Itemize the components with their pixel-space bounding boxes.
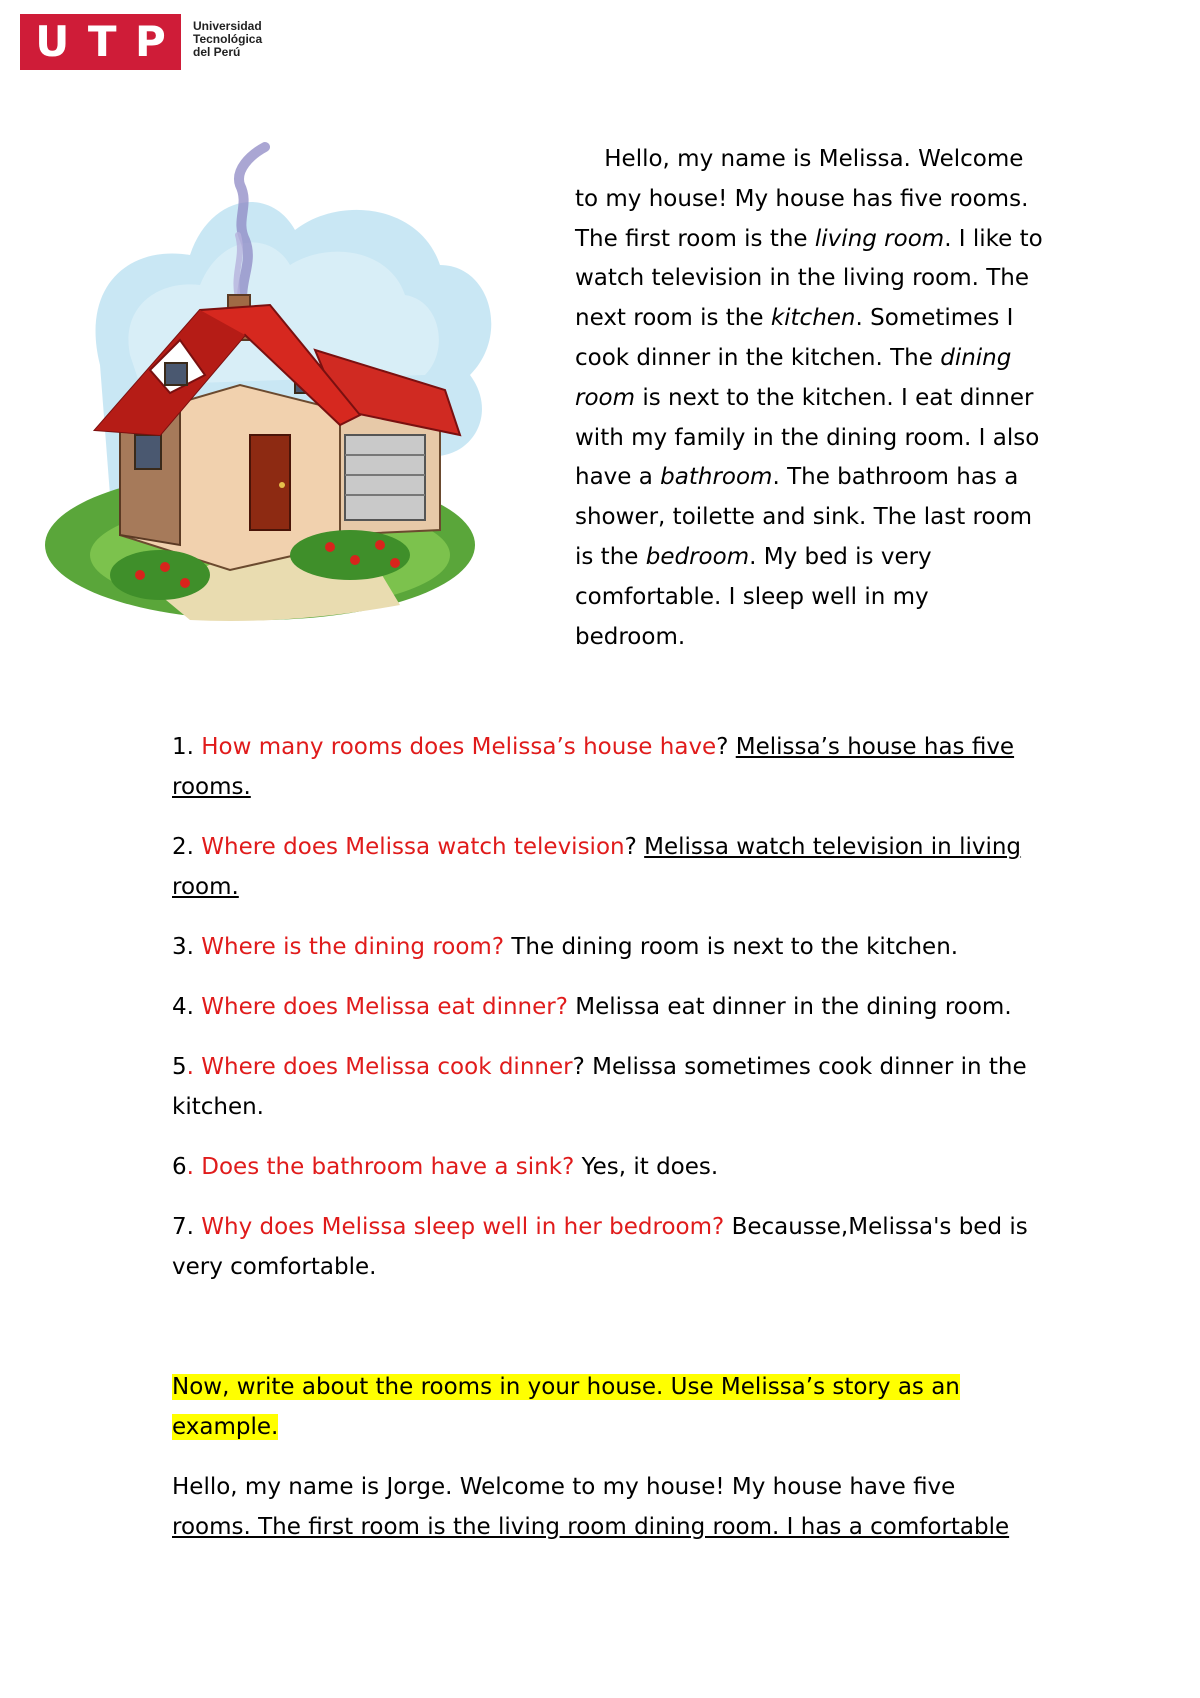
question-text: Where does Melissa watch television bbox=[201, 834, 625, 860]
student-answer-underlined: rooms. The first room is the living room dining room. I has a comfortable bbox=[172, 1513, 1010, 1540]
story-text-4: is next to the kitchen. I eat dinner with my family in the dining room. I also have a bbox=[575, 384, 1040, 491]
question-text: Where does Melissa eat dinner? bbox=[201, 994, 568, 1020]
question-number: 1. bbox=[172, 734, 202, 760]
question-number: 7. bbox=[172, 1214, 202, 1240]
question-4 bbox=[172, 988, 1052, 1028]
question-number: 6 bbox=[172, 1154, 187, 1180]
answer-text: Yes, it does. bbox=[581, 1154, 719, 1180]
question-text: Why does Melissa sleep well in her bedroom? bbox=[201, 1214, 725, 1240]
question-separator: ? bbox=[624, 834, 645, 860]
writing-prompt bbox=[172, 1368, 1052, 1447]
story-term-bedroom: bedroom bbox=[645, 543, 750, 570]
answer-text: Becausse,Melissa's bed is very comfortable. bbox=[172, 1214, 1028, 1280]
question-number: 4. bbox=[172, 994, 202, 1020]
answer-text: Melissa sometimes cook dinner in the kitchen. bbox=[172, 1054, 1027, 1120]
question-6 bbox=[172, 1148, 1052, 1188]
house-illustration bbox=[40, 135, 495, 635]
logo-wordmark bbox=[193, 20, 262, 59]
question-2 bbox=[172, 828, 1052, 907]
story-term-dining-room: dining room bbox=[575, 344, 1012, 411]
question-text: . Where does Melissa cook dinner bbox=[186, 1054, 573, 1080]
answer-text: Melissa watch television in living room. bbox=[172, 834, 1022, 900]
logo-letter-u: U bbox=[35, 17, 70, 66]
question-number: 5 bbox=[172, 1054, 187, 1080]
question-text: . Does the bathroom have a sink? bbox=[186, 1154, 575, 1180]
logo-letter-t: T bbox=[87, 17, 117, 66]
logo-line-2: Tecnológica bbox=[193, 32, 263, 46]
story-text-2: . I like to watch television in the living room. The next room is the bbox=[575, 225, 1043, 332]
question-separator bbox=[574, 1154, 581, 1180]
utp-logo-mark bbox=[20, 14, 181, 70]
writing-prompt-text: Now, write about the rooms in your house. Use Melissa’s story as an example. bbox=[172, 1374, 960, 1440]
question-separator: ? bbox=[716, 734, 736, 760]
answer-text: Melissa’s house has five rooms. bbox=[172, 734, 1015, 800]
question-number: 2. bbox=[172, 834, 202, 860]
logo-line-1: Universidad bbox=[193, 19, 262, 33]
question-text: Where is the dining room? bbox=[201, 934, 505, 960]
question-text: How many rooms does Melissa’s house have bbox=[201, 734, 717, 760]
student-answer bbox=[172, 1468, 1052, 1547]
question-3 bbox=[172, 928, 1052, 968]
story-term-bathroom: bathroom bbox=[660, 464, 773, 491]
question-separator bbox=[724, 1214, 731, 1240]
story-text-3: . Sometimes I cook dinner in the kitchen. The bbox=[575, 305, 1014, 371]
story-term-kitchen: kitchen bbox=[770, 305, 856, 332]
question-1 bbox=[172, 728, 1052, 807]
logo-letter-p: P bbox=[134, 17, 166, 66]
question-number: 3. bbox=[172, 934, 202, 960]
question-5 bbox=[172, 1048, 1052, 1127]
student-answer-intro: Hello, my name is Jorge. Welcome to my house! My house have five bbox=[172, 1474, 956, 1500]
question-7 bbox=[172, 1208, 1052, 1287]
answer-text: Melissa eat dinner in the dining room. bbox=[575, 994, 1012, 1020]
question-separator: ? bbox=[572, 1054, 593, 1080]
story-text-6: . My bed is very comfortable. I sleep well in my bedroom. bbox=[575, 543, 932, 650]
story-text-1: Hello, my name is Melissa. Welcome to my house! My house has five rooms. The first room is the bbox=[575, 146, 1029, 252]
answer-text: The dining room is next to the kitchen. bbox=[511, 934, 959, 960]
logo-line-3: del Perú bbox=[193, 45, 241, 59]
story-term-living-room: living room bbox=[814, 225, 945, 252]
story-paragraph bbox=[575, 140, 1045, 657]
utp-logo bbox=[20, 14, 262, 70]
story-text-5: . The bathroom has a shower, toilette and sink. The last room is the bbox=[575, 464, 1033, 570]
